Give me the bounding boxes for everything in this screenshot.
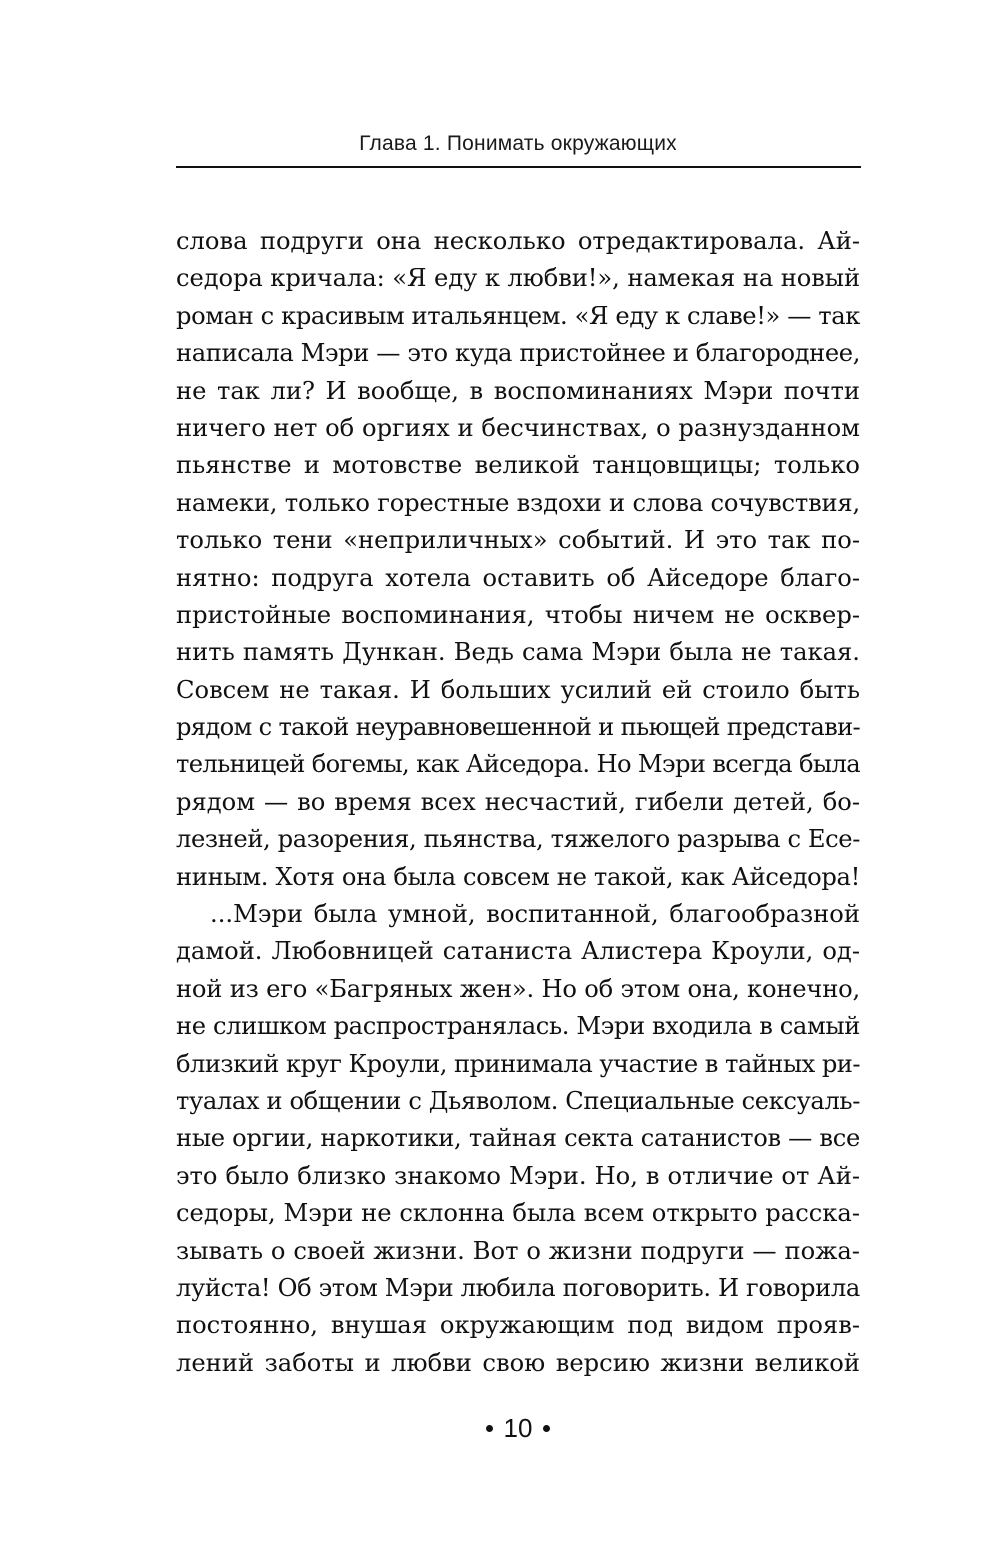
text-line: постоянно, внушая окружающим под видом прояв-: [176, 1311, 860, 1340]
page-number-footer: [176, 1410, 860, 1446]
paragraph-last-line: ниным. Хотя она была совсем не такой, как Айседора!: [176, 862, 861, 891]
header-rule: [176, 166, 861, 168]
text-line: роман с красивым итальянцем. «Я еду к славе!» — так: [176, 301, 860, 330]
text-line: нить память Дункан. Ведь сама Мэри была не такая.: [176, 638, 860, 667]
text-line: близкий круг Кроули, принимала участие в тайных ри-: [176, 1049, 860, 1078]
text-line: написала Мэри — это куда пристойнее и благороднее,: [176, 339, 860, 368]
text-line: лезней, разорения, пьянства, тяжелого разрыва с Есе-: [176, 825, 860, 854]
text-line: не так ли? И вообще, в воспоминаниях Мэри почти: [176, 376, 860, 405]
body-text: [176, 223, 860, 1382]
running-head: Глава 1. Понимать окружающих: [359, 132, 677, 155]
text-line: рядом — во время всех несчастий, гибели детей, бо-: [176, 787, 860, 816]
paragraph-first-line: ...Мэри была умной, воспитанной, благообразной: [210, 900, 860, 929]
text-line: ные оргии, наркотики, тайная секта сатанистов — все: [176, 1124, 860, 1153]
text-line: это было близко знакомо Мэри. Но, в отличие от Ай-: [176, 1161, 860, 1190]
text-line: намеки, только горестные вздохи и слова сочувствия,: [176, 488, 860, 517]
text-line: дамой. Любовницей сатаниста Алистера Кроули, од-: [176, 937, 860, 966]
text-line: только тени «неприличных» событий. И это так по-: [176, 526, 860, 555]
text-line: туалах и общении с Дьяволом. Специальные сексуаль-: [176, 1086, 860, 1115]
text-line: Совсем не такая. И больших усилий ей стоило быть: [176, 675, 860, 704]
text-line: седоры, Мэри не склонна была всем открыто расска-: [176, 1199, 860, 1228]
text-line: лений заботы и любви свою версию жизни великой: [176, 1348, 860, 1377]
text-line: пристойные воспоминания, чтобы ничем не осквер-: [176, 600, 860, 629]
text-line: ничего нет об оргиях и бесчинствах, о разнузданном: [176, 413, 860, 442]
page-number: 10: [503, 1413, 533, 1443]
text-line: зывать о своей жизни. Вот о жизни подруги — пожа-: [176, 1236, 860, 1265]
bullet-dot-icon: [543, 1425, 550, 1432]
text-line: слова подруги она несколько отредактировала. Ай-: [176, 227, 860, 255]
text-line: пьянстве и мотовстве великой танцовщицы; только: [176, 451, 860, 480]
text-line: нятно: подруга хотела оставить об Айседоре благо-: [176, 563, 860, 592]
text-line: тельницей богемы, как Айседора. Но Мэри всегда была: [176, 750, 860, 779]
text-line: рядом с такой неуравновешенной и пьющей представи-: [176, 713, 860, 742]
bullet-dot-icon: [486, 1425, 493, 1432]
text-line: седора кричала: «Я еду к любви!», намекая на новый: [176, 264, 860, 293]
text-line: не слишком распространялась. Мэри входила в самый: [176, 1012, 860, 1041]
text-line: луйста! Об этом Мэри любила поговорить. И говорила: [176, 1273, 860, 1302]
text-line: ной из его «Багряных жен». Но об этом она, конечно,: [176, 974, 860, 1003]
